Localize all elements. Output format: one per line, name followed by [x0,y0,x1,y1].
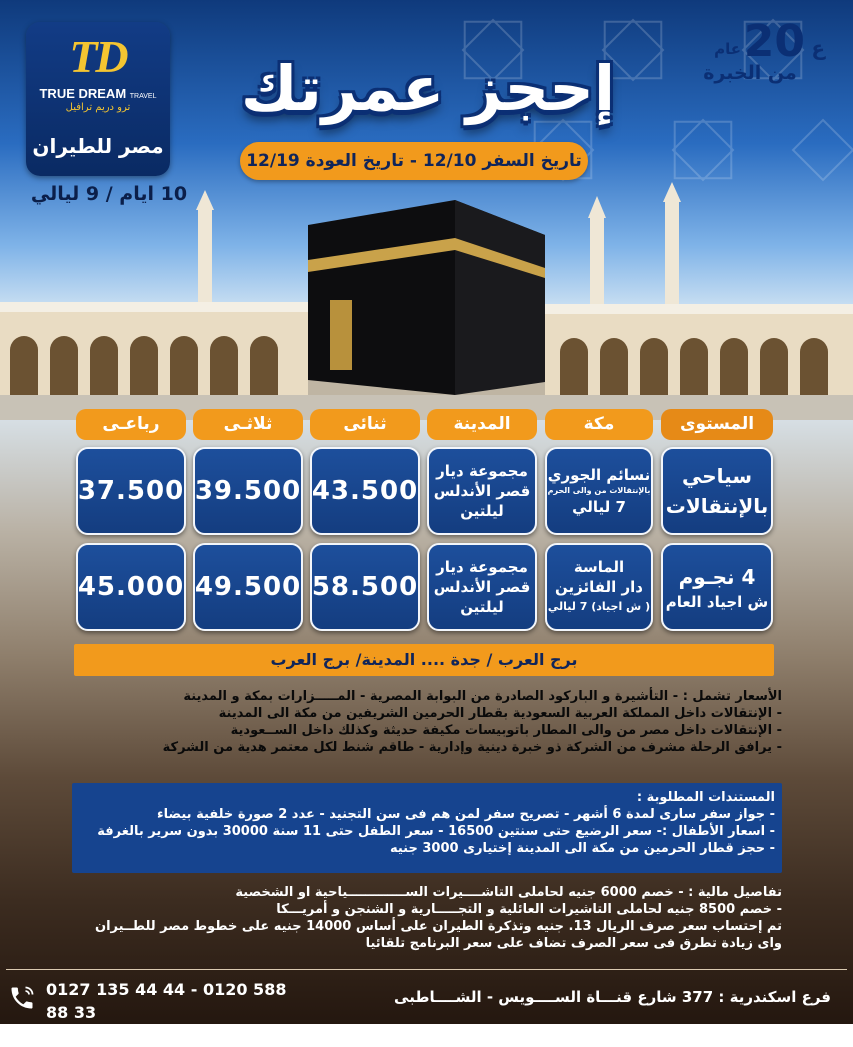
documents-line: - اسعار الأطفال :- سعر الرضيع حتى سنتين 16500 - سعر الطفل حتى 11 سنة 30000 بدون سرير بالغرفة [97,824,775,839]
flight-route: برج العرب / جدة .... المدينة/ برج العرب [74,644,774,676]
finance-details [60,884,782,952]
header-level: المستوى [661,409,773,440]
header-triple: ثلاثـى [193,409,303,440]
experience-unit-a: ع [811,36,825,60]
documents-title: المستندات المطلوبة : [636,790,775,805]
finance-line: تم إحتساب سعر صرف الريال 13. جنيه وتذكرة الطيران على أساس 14000 جنيه على خطوط مصر للطــيران [94,919,782,934]
includes-line: - الإنتقالات داخل مصر من والى المطار باتوبيسات مكيفة حديثة وكذلك داخل الســعودية [230,723,782,738]
row1-level-line2: بالإنتقالات [665,494,769,518]
row1-level [661,447,773,535]
finance-line: - خصم 8500 جنيه لحاملى التاشيرات العائلية و التجـــــارية و الشنجن و أمريـــكا [276,902,782,917]
includes-line: الأسعار تشمل : - التأشيرة و الباركود الصادرة من البوابة المصرية - المـــــزارات بمكة و المدينة [183,689,782,704]
trip-duration: 10 ايام / 9 ليالي [30,183,188,205]
row2-medina-line2: قصر الأندلس [433,578,531,596]
row1-quad-value: 37.500 [77,476,185,506]
row2-price-double [310,543,420,631]
phone-line[interactable]: 0127 135 44 44 - 0120 588 88 33 [46,980,287,1022]
brand-name-en-suffix: TRAVEL [129,93,157,100]
headline: إحجز عمرتك [240,52,616,125]
footer-divider [6,969,847,970]
row2-medina-line1: مجموعة ديار [436,558,528,576]
header-quad: رباعـى [76,409,186,440]
finance-line: تفاصيل مالية : - خصم 6000 جنيه لحاملى التاشــــيرات الســـــــــــــياحية او الشخصية [235,885,782,900]
brand-name-en [26,86,170,101]
travel-dates: تاريخ السفر 12/10 - تاريخ العودة 12/19 [240,142,588,180]
row1-mecca-note: بالإنتقالات من والى الحرم [547,486,651,495]
phone-line[interactable]: 03 590 27 61 - 03 590 27 62 [46,1026,298,1045]
row2-mecca-hotel [545,543,653,631]
header-medina: المدينة [427,409,537,440]
row2-level-line1: 4 نجـوم [678,565,756,589]
documents-line: - حجز قطار الحرمين من مكة الى المدينة إختيارى 3000 جنيه [389,841,775,856]
experience-line: من الخبرة [703,62,797,84]
brand-name-ar-small: ترو دريم ترافيل [65,102,131,113]
row2-level-line2: ش اجياد العام [665,593,769,611]
header-double: ثنائى [310,409,420,440]
row2-double-value: 58.500 [311,572,419,602]
row1-mecca-nights: 7 ليالي [572,498,626,516]
brand-name-en-text: TRUE DREAM [39,86,127,101]
documents-line: - جواز سفر سارى لمدة 6 أشهر - تصريح سفر لمن هم فى سن التجنيد - عدد 2 صورة خلفية بيضاء [157,807,775,822]
company-logo [26,22,170,176]
row1-level-line1: سياحي [682,464,752,488]
header-mecca: مكة [545,409,653,440]
row2-mecca-name: الماسة [573,558,625,576]
row1-medina-line2: قصر الأندلس [433,482,531,500]
row2-triple-value: 49.500 [194,572,302,602]
experience-unit: عام [714,40,741,58]
phone-numbers [46,978,306,1047]
price-includes [72,688,782,756]
row2-quad-value: 45.000 [77,572,185,602]
finance-line: واى زيادة تطرق فى سعر الصرف تضاف على سعر البرنامج تلقائيا [365,936,782,951]
row1-double-value: 43.500 [311,476,419,506]
row2-mecca-name2: دار الفائزين [555,578,643,596]
brand-airline: مصر للطيران [32,134,164,158]
row1-price-double [310,447,420,535]
row1-price-triple [193,447,303,535]
experience-number: 20 [743,16,805,67]
row1-mecca-hotel [545,447,653,535]
row2-medina-line3: ليلتين [460,598,504,616]
row1-medina-line1: مجموعة ديار [436,462,528,480]
row1-medina-hotel [427,447,537,535]
row2-price-triple [193,543,303,631]
row1-mecca-name: نسائم الجوري [547,466,651,484]
row2-level [661,543,773,631]
row2-price-quad [76,543,186,631]
includes-line: - الإنتقالات داخل المملكة العربية السعودية بقطار الحرمين الشريفين من مكة الى المدينة [218,706,782,721]
row2-mecca-nights: ( ش اجياد) 7 ليالي [547,600,651,613]
logo-mark: TD [69,31,127,82]
branch-address: فرع اسكندرية : 377 شارع قنـــاة الســــويس - الشــــاطبى [394,988,831,1006]
phone-icon [8,984,36,1012]
row1-triple-value: 39.500 [194,476,302,506]
kaaba-mosque-scene [0,190,853,420]
row1-price-quad [76,447,186,535]
row1-medina-line3: ليلتين [460,502,504,520]
row2-medina-hotel [427,543,537,631]
includes-line: - يرافق الرحلة مشرف من الشركة ذو خبرة دينية وإدارية - طاقم شنط لكل معتمر هدية من الشركة [162,740,782,755]
experience-badge [675,16,825,88]
required-documents [80,789,775,857]
